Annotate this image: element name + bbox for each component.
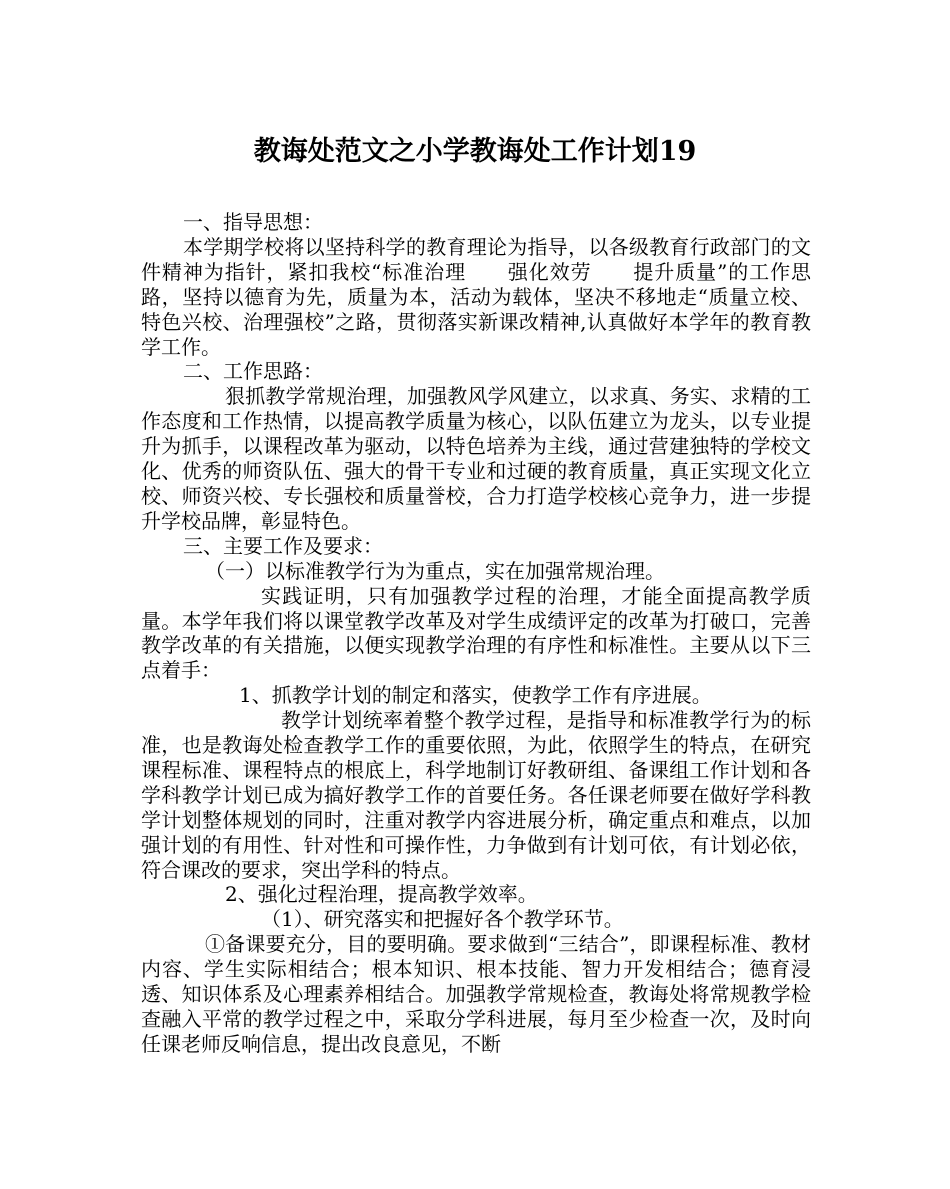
paragraph-work-approach: 狠抓教学常规治理，加强教风学风建立，以求真、务实、求精的工作态度和工作热情，以提高教学质量为核心，以队伍建立为龙头，以专业提升为抓手，以课程改革为驱动，以特色培养为主线，通过营建独特的学校文化、优秀的师资队伍、强大的骨干专业和过硬的教育质量，真正实现文化立校、师资兴校、专长强校和质量誉校，合力打造学校核心竞争力，进一步提升学校品牌，彰显特色。 xyxy=(141,384,811,533)
section-heading-guiding-ideology: 一、指导思想： xyxy=(183,210,323,234)
paragraph-guiding-ideology: 本学期学校将以坚持科学的教育理论为指导，以各级教育行政部门的文件精神为指针，紧扣我校“标准治理 强化效劳 提升质量”的工作思路，坚持以德育为先，质量为本，活动为载体，坚决不移地走“质量立校、特色兴校、治理强校”之路，贯彻落实新课改精神,认真做好本学年的教育教学工作。 xyxy=(141,234,811,359)
paragraph-teaching-plan: 教学计划统率着整个教学过程，是指导和标准教学行为的标准，也是教诲处检查教学工作的重要依照，为此，依照学生的特点，在研究课程标准、课程特点的根底上，科学地制订好教研组、备课组工作计划和各学科教学计划已成为搞好教学工作的首要任务。各任课老师要在做好学科教学计划整体规划的同时，注重对教学内容进展分析，确定重点和难点，以加强计划的有用性、针对性和可操作性，力争做到有计划可依，有计划必依，符合课改的要求，突出学科的特点。 xyxy=(141,708,811,882)
sub-item-heading-1: （1）、研究落实和把握好各个教学环节。 xyxy=(261,907,624,932)
document-body xyxy=(141,210,811,1057)
section-heading-main-tasks: 三、主要工作及要求： xyxy=(183,533,383,558)
section-heading-work-approach: 二、工作思路： xyxy=(183,359,323,384)
document-title: 教诲处范文之小学教诲处工作计划19 xyxy=(253,136,697,167)
paragraph-lesson-preparation: ①备课要充分，目的要明确。要求做到“三结合”，即课程标准、教材内容、学生实际相结合；根本知识、根本技能、智力开发相结合；德育浸透、知识体系及心理素养相结合。加强教学常规检查，教诲处将常规教学检查融入平常的教学过程之中，采取分学科进展，每月至少检查一次，及时向任课老师反响信息，提出改良意见，不断 xyxy=(141,932,811,1056)
subsection-heading-1: （一）以标准教学行为为重点，实在加强常规治理。 xyxy=(205,558,665,583)
paragraph-teaching-process: 实践证明，只有加强教学过程的治理，才能全面提高教学质量。本学年我们将以课堂教学改革及对学生成绩评定的改革为打破口，完善教学改革的有关措施，以便实现教学治理的有序性和标准性。主要从以下三点着手： xyxy=(141,583,811,683)
item-heading-1: 1、抓教学计划的制定和落实，使教学工作有序进展。 xyxy=(239,683,712,708)
item-heading-2: 2、强化过程治理，提高教学效率。 xyxy=(225,882,538,907)
